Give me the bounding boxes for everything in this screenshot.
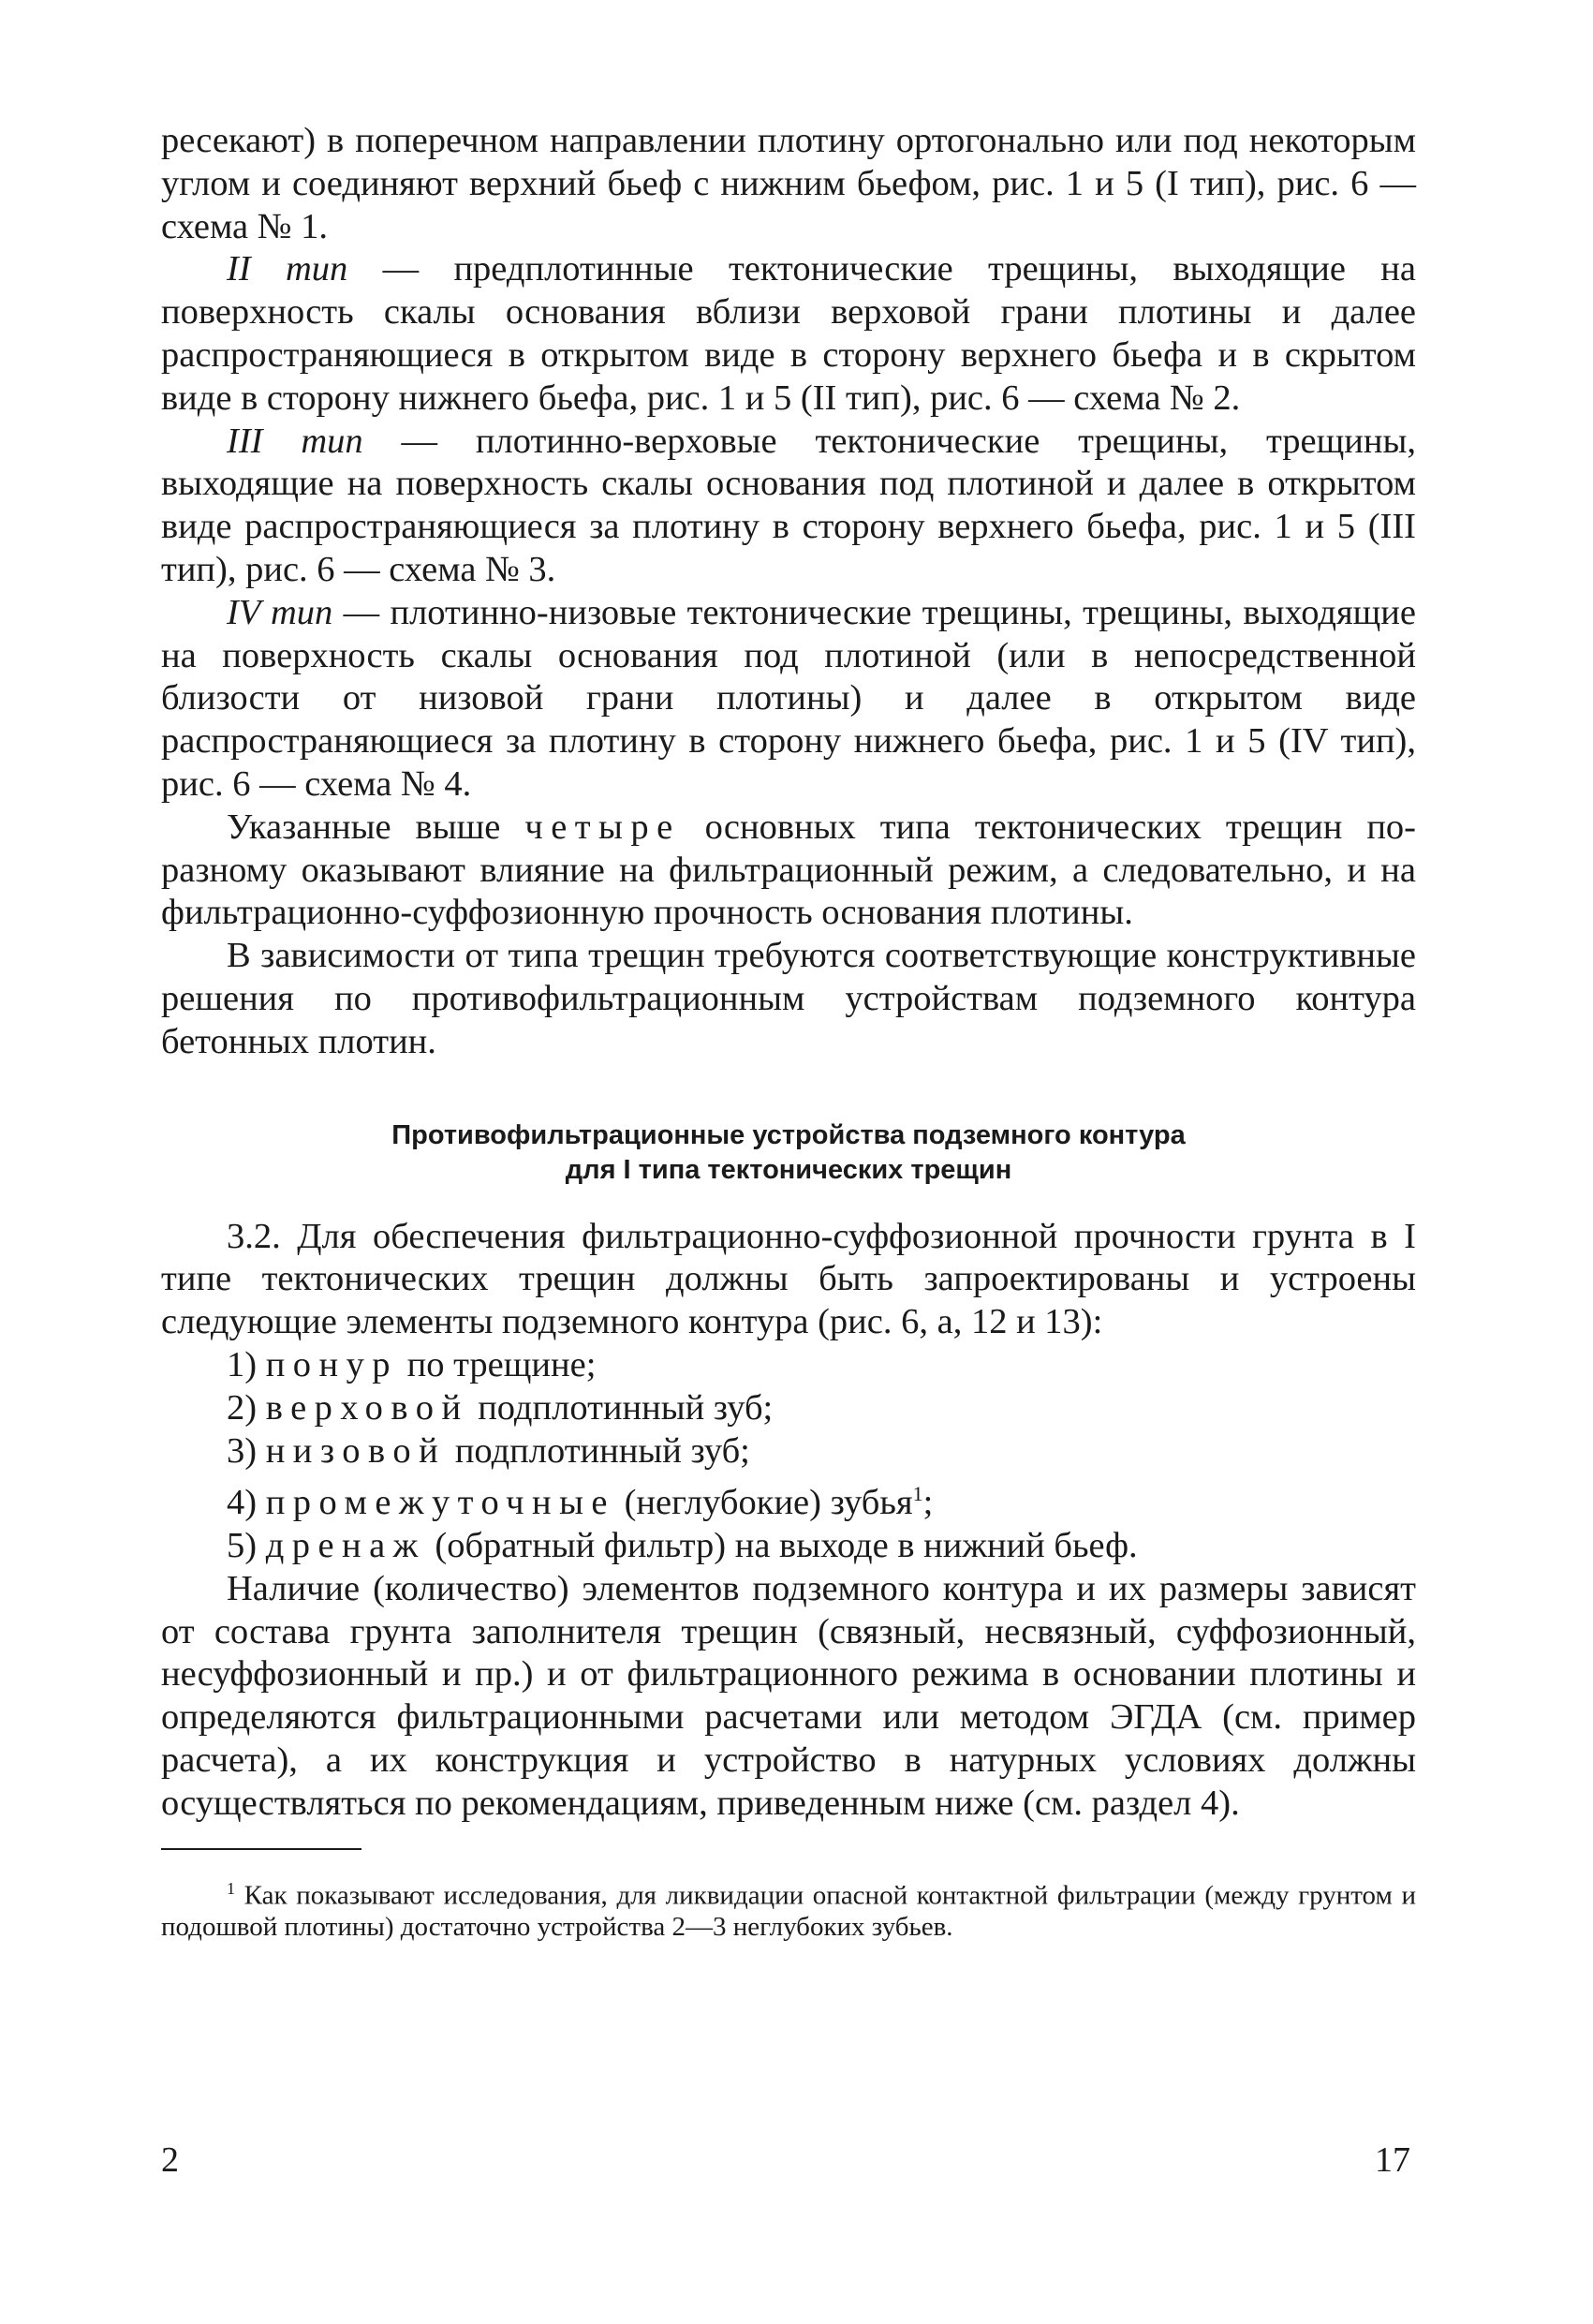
paragraph-type-2 — [161, 248, 1416, 420]
item-term: верховой — [265, 1387, 469, 1428]
item-term: низовой — [265, 1430, 447, 1471]
list-item — [227, 1473, 1416, 1525]
paragraph-elements-presence: Наличие (количество) элементов подземного контура и их размеры зависят от состава грунта заполнителя трещин (связный, несвязный, суффозионный, несуффозионный и пр.) и от фильтрационного режима в основании плотины и определяются фильтрационными расчетами или методом ЭГДА (см. пример расчета), а их конструкция и устройство в натурных условиях должны осуществляться по рекомендациям, приведенным ниже (см. раздел 4). — [161, 1568, 1416, 1823]
footnote-divider — [161, 1848, 361, 1850]
footnote-mark: 1 — [227, 1878, 235, 1898]
paragraph-four-types — [161, 807, 1416, 935]
item-text: (неглубокие) зубья — [614, 1483, 913, 1523]
four-types-text-a: Указанные выше — [227, 807, 525, 847]
type-4-label: IV тип — [227, 592, 333, 632]
item-number: 5) — [227, 1525, 266, 1565]
text-column — [161, 120, 1416, 1943]
four-types-text-b: основных типа тектонических трещин по-разному оказывают влияние на фильтрационный режим, а следовательно, и на фильтрационно-суффозионную прочность основания плотины. — [161, 807, 1416, 933]
heading-line-1: Противофильтрационные устройства подземного контура — [391, 1119, 1186, 1150]
item-term: дренаж — [265, 1525, 426, 1565]
footnote-reference: 1 — [912, 1482, 923, 1506]
footnote — [161, 1873, 1416, 1944]
item-text: подплотинный зуб; — [446, 1430, 750, 1471]
footnote-text: Как показывают исследования, для ликвидации опасной контактной фильтрации (между грунтом и подошвой плотины) достаточно устройства 2—3 неглубоких зубьев. — [161, 1880, 1416, 1943]
paragraph-type-3 — [161, 421, 1416, 592]
item-text: по трещине; — [398, 1344, 597, 1384]
item-term: промежуточные — [265, 1483, 615, 1523]
type-3-label: III тип — [227, 421, 363, 461]
four-types-spaced: четыре — [524, 807, 681, 847]
item-text: (обратный фильтр) на выходе в нижний бьеф. — [425, 1525, 1138, 1565]
list-item — [227, 1344, 1416, 1387]
paragraph-type-4 — [161, 592, 1416, 807]
type-2-text: — предплотинные тектонические трещины, выходящие на поверхность скалы основания вблизи верховой грани плотины и далее распространяющиеся в открытом виде в сторону верхнего бьефа и в скрытом виде в сторону нижнего бьефа, рис. 1 и 5 (II тип), рис. 6 — схема № 2. — [161, 249, 1416, 418]
list-item — [227, 1525, 1416, 1568]
item-text: подплотинный зуб; — [468, 1387, 774, 1428]
signature-number: 2 — [161, 2140, 179, 2180]
type-4-text: — плотинно-низовые тектонические трещины, трещины, выходящие на поверхность скалы основания под плотиной (или в непосредственной близости от низовой грани плотины) и далее в открытом виде распространяющиеся за плотину в сторону нижнего бьефа, рис. 1 и 5 (IV тип), рис. 6 — схема № 4. — [161, 592, 1416, 804]
list-item — [227, 1387, 1416, 1430]
item-tail: ; — [922, 1483, 934, 1523]
paragraph-dependence: В зависимости от типа трещин требуются соответствующие конструктивные решения по противофильтрационным устройствам подземного контура бетонных плотин. — [161, 936, 1416, 1061]
item-term: понур — [265, 1344, 399, 1384]
item-number: 4) — [227, 1483, 266, 1523]
item-number: 1) — [227, 1344, 266, 1384]
type-3-text: — плотинно-верховые тектонические трещины, трещины, выходящие на поверхность скалы основания под плотиной и далее в открытом виде распространяющиеся за плотину в сторону верхнего бьефа, рис. 1 и 5 (III тип), рис. 6 — схема № 3. — [161, 421, 1416, 589]
paragraph-continued: ресекают) в поперечном направлении плотину ортогонально или под некоторым углом и соединяют верхний бьеф с нижним бьефом, рис. 1 и 5 (I тип), рис. 6 — схема № 1. — [161, 121, 1416, 246]
list-item — [227, 1430, 1416, 1473]
type-2-label: II тип — [227, 249, 348, 289]
section-heading — [161, 1118, 1416, 1188]
elements-list — [161, 1344, 1416, 1568]
item-number: 2) — [227, 1387, 266, 1428]
page-number: 17 — [1375, 2140, 1410, 2180]
heading-line-2: для I типа тектонических трещин — [565, 1154, 1012, 1185]
item-number: 3) — [227, 1430, 266, 1471]
paragraph-3-2: 3.2. Для обеспечения фильтрационно-суффозионной прочности грунта в I типе тектонических трещин должны быть запроектированы и устроены следующие элементы подземного контура (рис. 6, а, 12 и 13): — [161, 1216, 1416, 1342]
